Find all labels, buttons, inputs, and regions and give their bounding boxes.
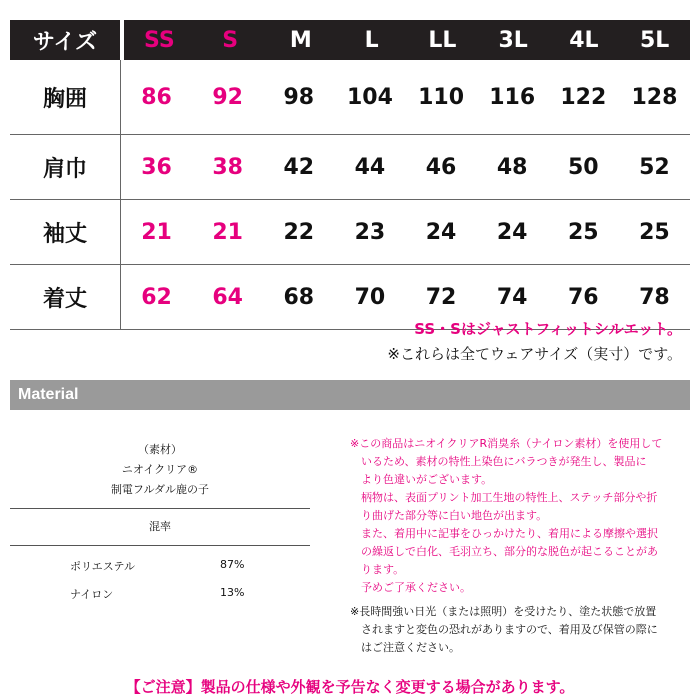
caution-line: はご注意ください。 <box>350 641 460 654</box>
caution-line: 予めご了承ください。 <box>350 581 471 594</box>
fiber-name: ポリエステル <box>70 560 136 573</box>
size-value: 122 <box>560 84 607 110</box>
size-value: 46 <box>425 154 457 180</box>
size-header-cell: 4L <box>569 27 599 53</box>
size-value: 38 <box>212 154 243 180</box>
fabric-name: 制電フルダル鹿の子 <box>110 483 210 496</box>
size-value: 68 <box>283 284 315 310</box>
size-value: 62 <box>141 284 172 310</box>
size-header-cell: 3L <box>498 27 528 53</box>
size-header-cell: 5L <box>639 27 670 53</box>
row-label: 着丈 <box>10 265 121 329</box>
fiber-name: ナイロン <box>70 588 114 601</box>
row-label: 肩巾 <box>10 135 121 199</box>
composition-line <box>10 586 310 602</box>
material-heading: Material <box>10 380 690 410</box>
caution-line: り曲げた部分等に白い地色が出ます。 <box>350 509 548 522</box>
size-value: 76 <box>568 284 599 310</box>
size-value: 74 <box>496 284 528 310</box>
caution-line: ります。 <box>350 563 405 576</box>
size-value: 110 <box>418 84 465 110</box>
caution-line: ※長時間強い日光（または照明）を受けたり、塗た状態で放置 <box>350 605 657 618</box>
size-header-cell: S <box>222 27 239 53</box>
size-header-cells <box>120 20 690 60</box>
size-value: 48 <box>496 154 528 180</box>
composition-block <box>10 440 310 602</box>
size-value: 25 <box>639 219 670 245</box>
size-row <box>10 135 690 200</box>
size-value: 42 <box>283 154 315 180</box>
size-header-cell: SS <box>144 27 175 53</box>
ratio-label: 混率 <box>149 520 171 533</box>
fit-note: SS・Sはジャストフィットシルエット。 <box>414 320 682 338</box>
size-value: 98 <box>283 84 315 110</box>
actual-size-note: ※これらは全てウェアサイズ（実寸）です。 <box>387 345 682 363</box>
caution-line: されますと変色の恐れがありますので、着用及び保管の際に <box>350 623 658 636</box>
size-value: 23 <box>354 219 386 245</box>
caution-line: ※この商品はニオイクリアR消臭糸（ナイロン素材）を使用して <box>350 437 663 450</box>
size-value: 128 <box>631 84 678 110</box>
size-value: 44 <box>354 154 386 180</box>
caution-line: 柄物は、表面プリント加工生地の特性上、ステッチ部分や折 <box>350 491 658 504</box>
caution-line: いるため、素材の特性上染色にバラつきが発生し、製品に <box>350 455 647 468</box>
row-label: 胸囲 <box>10 60 121 134</box>
size-value: 25 <box>568 219 599 245</box>
caution-text <box>350 435 690 597</box>
size-value: 116 <box>489 84 536 110</box>
size-value: 24 <box>496 219 528 245</box>
size-header-cell: M <box>289 27 312 53</box>
size-value: 70 <box>354 284 386 310</box>
size-value: 21 <box>212 219 243 245</box>
size-table <box>10 20 690 330</box>
fiber-percent: 87% <box>220 558 245 571</box>
composition-line <box>10 558 310 574</box>
sunlight-caution-text <box>350 603 690 657</box>
size-value: 24 <box>425 219 457 245</box>
size-value: 50 <box>568 154 599 180</box>
size-row <box>10 200 690 265</box>
size-header-cell: L <box>364 27 379 53</box>
size-value: 36 <box>141 154 172 180</box>
caution-line: より色違いがございます。 <box>350 473 493 486</box>
size-value: 21 <box>141 219 172 245</box>
size-value: 52 <box>639 154 670 180</box>
divider <box>10 508 310 509</box>
footer-notice: 【ご注意】製品の仕様や外観を予告なく変更する場合があります。 <box>125 678 575 696</box>
size-row <box>10 60 690 135</box>
size-header-label: サイズ <box>32 29 98 55</box>
caution-line: の繰返しで白化、毛羽立ち、部分的な脱色が起こることがあ <box>350 545 658 558</box>
divider <box>10 545 310 546</box>
material-name: ニオイクリア® <box>121 463 199 476</box>
size-header-cell: LL <box>428 27 457 53</box>
size-value: 104 <box>346 84 393 110</box>
caution-line: また、着用中に記事をひっかけたり、着用による摩擦や選択 <box>350 527 658 540</box>
size-value: 64 <box>212 284 243 310</box>
size-value: 78 <box>639 284 670 310</box>
size-value: 86 <box>141 84 172 110</box>
size-value: 92 <box>212 84 243 110</box>
fiber-percent: 13% <box>220 586 245 599</box>
size-value: 72 <box>425 284 457 310</box>
material-label: （素材） <box>138 443 182 456</box>
size-header-row <box>10 20 690 60</box>
size-value: 22 <box>283 219 315 245</box>
row-label: 袖丈 <box>10 200 121 264</box>
